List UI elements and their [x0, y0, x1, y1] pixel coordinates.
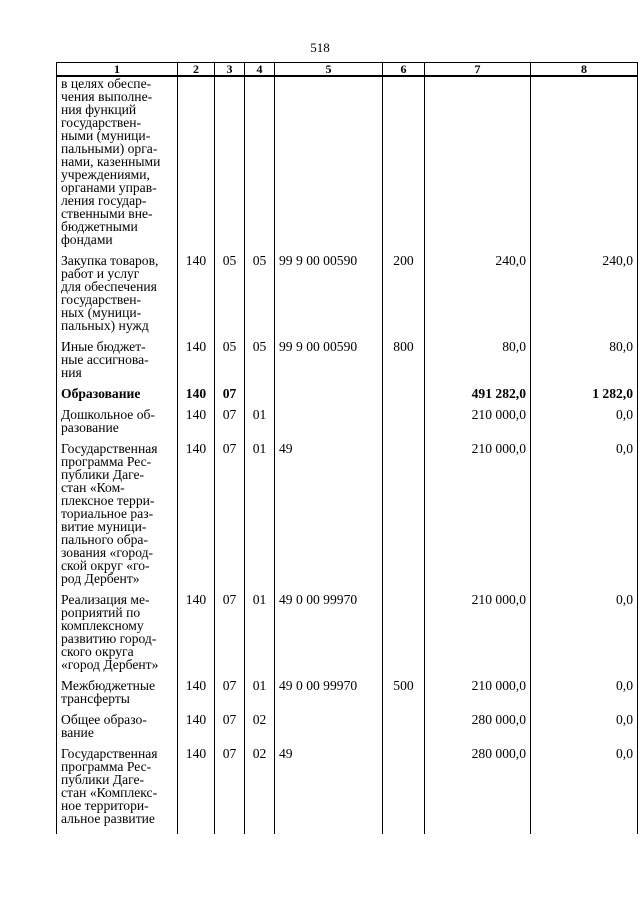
cell-amount-col7: 210 000,0	[425, 593, 531, 671]
cell-expense-type-code	[383, 76, 425, 246]
cell-ministry-code	[178, 76, 215, 246]
table-row	[57, 408, 638, 434]
table-row	[57, 442, 638, 585]
cell-amount-col8: 240,0	[531, 254, 638, 332]
spacer-cell	[531, 825, 638, 834]
spacer-cell	[383, 400, 425, 408]
cell-section-code: 07	[215, 713, 245, 739]
cell-amount-col7: 210 000,0	[425, 408, 531, 434]
cell-section-code: 05	[215, 254, 245, 332]
cell-amount-col8	[531, 76, 638, 246]
cell-target-article-code	[275, 387, 383, 400]
cell-subsection-code: 05	[245, 340, 275, 379]
cell-description: Образование	[57, 387, 178, 400]
cell-description: в целях обеспе- чения выполне- ния функций государствен- ными (муници- пальными) орга- нами, казенными учреждениями, органами управ- ления государ- ственными вне- бюджетными фондами	[57, 76, 178, 246]
cell-subsection-code: 01	[245, 679, 275, 705]
spacer-cell	[383, 379, 425, 387]
cell-expense-type-code	[383, 593, 425, 671]
spacer-cell	[383, 739, 425, 747]
cell-section-code: 07	[215, 593, 245, 671]
cell-subsection-code: 01	[245, 442, 275, 585]
cell-section-code: 07	[215, 442, 245, 585]
cell-description: Государственная программа Рес- публики Даге- стан «Комплекс- ное территори- альное развитие	[57, 747, 178, 825]
cell-amount-col7: 210 000,0	[425, 679, 531, 705]
cell-description: Межбюджетные трансферты	[57, 679, 178, 705]
table-row	[57, 747, 638, 825]
cell-ministry-code: 140	[178, 679, 215, 705]
cell-ministry-code: 140	[178, 747, 215, 825]
page-number: 518	[310, 40, 330, 55]
cell-ministry-code: 140	[178, 387, 215, 400]
cell-amount-col7: 210 000,0	[425, 442, 531, 585]
cell-expense-type-code: 200	[383, 254, 425, 332]
cell-description: Реализация ме- роприятий по комплексному развитию город- ского округа «город Дербент»	[57, 593, 178, 671]
spacer-cell	[425, 825, 531, 834]
spacer-cell	[383, 705, 425, 713]
cell-description: Иные бюджет- ные ассигнова- ния	[57, 340, 178, 379]
header-row	[57, 63, 638, 77]
table-body	[57, 76, 638, 834]
cell-subsection-code	[245, 76, 275, 246]
column-header-4: 4	[245, 63, 275, 77]
cell-subsection-code: 02	[245, 713, 275, 739]
spacer-cell	[245, 825, 275, 834]
cell-amount-col7: 80,0	[425, 340, 531, 379]
cell-target-article-code: 49	[275, 747, 383, 825]
cell-amount-col7	[425, 76, 531, 246]
cell-section-code: 07	[215, 747, 245, 825]
cell-amount-col8: 0,0	[531, 408, 638, 434]
cell-description: Закупка товаров, работ и услуг для обеспечения государствен- ных (муници- пальных) нужд	[57, 254, 178, 332]
cell-target-article-code: 49 0 00 99970	[275, 679, 383, 705]
cell-expense-type-code	[383, 713, 425, 739]
cell-subsection-code: 02	[245, 747, 275, 825]
cell-amount-col8: 0,0	[531, 442, 638, 585]
cell-subsection-code: 05	[245, 254, 275, 332]
table-row	[57, 679, 638, 705]
cell-amount-col8: 80,0	[531, 340, 638, 379]
cell-ministry-code: 140	[178, 593, 215, 671]
cell-expense-type-code	[383, 408, 425, 434]
column-header-5: 5	[275, 63, 383, 77]
cell-description: Дошкольное об- разование	[57, 408, 178, 434]
cell-ministry-code: 140	[178, 713, 215, 739]
cell-amount-col7: 280 000,0	[425, 713, 531, 739]
spacer-cell	[178, 825, 215, 834]
row-spacer	[57, 379, 638, 387]
column-header-6: 6	[383, 63, 425, 77]
budget-table	[56, 62, 638, 834]
cell-expense-type-code: 800	[383, 340, 425, 379]
cell-ministry-code: 140	[178, 340, 215, 379]
cell-amount-col8: 0,0	[531, 679, 638, 705]
cell-section-code: 07	[215, 679, 245, 705]
cell-description: Общее образо- вание	[57, 713, 178, 739]
cell-amount-col8: 0,0	[531, 593, 638, 671]
cell-ministry-code: 140	[178, 254, 215, 332]
table-row	[57, 254, 638, 332]
cell-expense-type-code	[383, 387, 425, 400]
cell-ministry-code: 140	[178, 408, 215, 434]
cell-amount-col8: 0,0	[531, 747, 638, 825]
column-header-2: 2	[178, 63, 215, 77]
column-header-7: 7	[425, 63, 531, 77]
cell-target-article-code	[275, 76, 383, 246]
table-row	[57, 593, 638, 671]
cell-amount-col7: 240,0	[425, 254, 531, 332]
spacer-cell	[57, 825, 178, 834]
cell-target-article-code	[275, 408, 383, 434]
cell-target-article-code: 49 0 00 99970	[275, 593, 383, 671]
spacer-cell	[245, 379, 275, 387]
cell-section-code: 07	[215, 408, 245, 434]
table-row	[57, 713, 638, 739]
cell-target-article-code: 99 9 00 00590	[275, 254, 383, 332]
cell-expense-type-code	[383, 442, 425, 585]
cell-description: Государственная программа Рес- публики Даге- стан «Ком- плексное терри- ториальное раз- витие муници- пального обра- зования «город- ской округ «го- род Дербент»	[57, 442, 178, 585]
cell-target-article-code: 99 9 00 00590	[275, 340, 383, 379]
cell-subsection-code: 01	[245, 593, 275, 671]
table-row	[57, 340, 638, 379]
cell-amount-col8: 0,0	[531, 713, 638, 739]
cell-target-article-code	[275, 713, 383, 739]
cell-expense-type-code	[383, 747, 425, 825]
spacer-cell	[275, 400, 383, 408]
cell-ministry-code: 140	[178, 442, 215, 585]
cell-amount-col7: 280 000,0	[425, 747, 531, 825]
row-spacer	[57, 825, 638, 834]
column-header-1: 1	[57, 63, 178, 77]
spacer-cell	[383, 825, 425, 834]
cell-section-code: 05	[215, 340, 245, 379]
spacer-cell	[275, 825, 383, 834]
column-header-8: 8	[531, 63, 638, 77]
cell-target-article-code: 49	[275, 442, 383, 585]
spacer-cell	[275, 705, 383, 713]
spacer-cell	[383, 585, 425, 593]
cell-section-code	[215, 76, 245, 246]
cell-amount-col8: 1 282,0	[531, 387, 638, 400]
budget-table-container	[56, 62, 637, 834]
cell-amount-col7: 491 282,0	[425, 387, 531, 400]
spacer-cell	[215, 825, 245, 834]
spacer-cell	[275, 379, 383, 387]
cell-expense-type-code: 500	[383, 679, 425, 705]
cell-subsection-code: 01	[245, 408, 275, 434]
cell-section-code: 07	[215, 387, 245, 400]
column-header-3: 3	[215, 63, 245, 77]
table-row	[57, 387, 638, 400]
table-row	[57, 76, 638, 246]
spacer-cell	[383, 434, 425, 442]
cell-subsection-code	[245, 387, 275, 400]
